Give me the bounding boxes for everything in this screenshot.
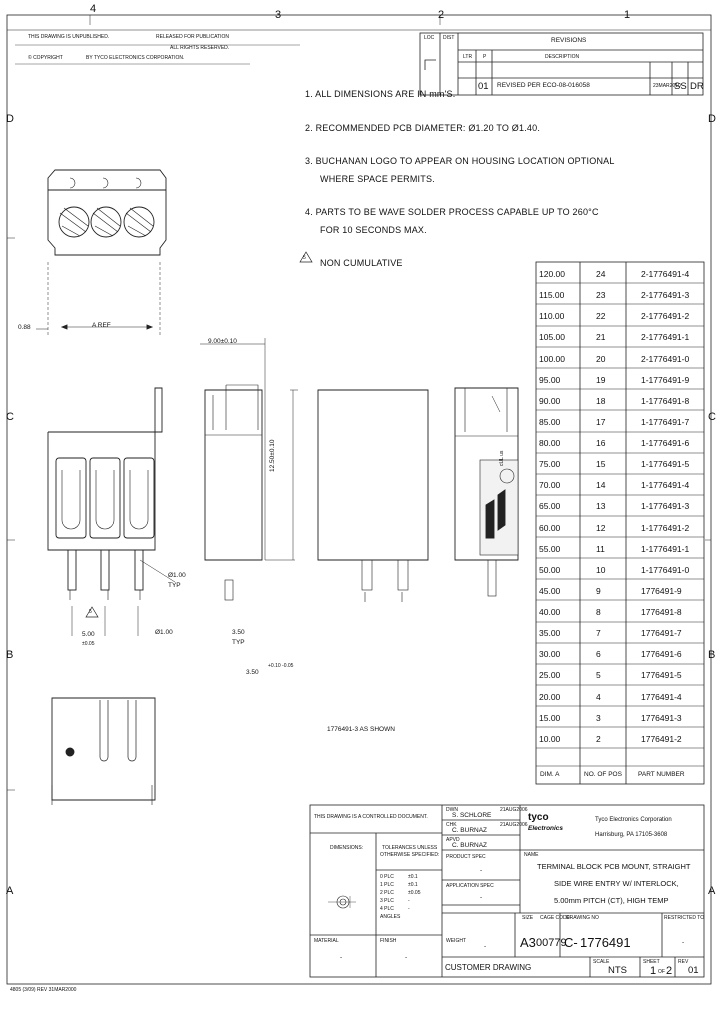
note-3: 3. BUCHANAN LOGO TO APPEAR ON HOUSING LOCATION OPTIONAL: [305, 156, 615, 166]
dim-a-cell: 30.00: [539, 649, 561, 660]
dim-100: Ø1.00: [155, 629, 173, 636]
dim-350: 3.50: [232, 629, 245, 636]
positions-cell: 6: [596, 649, 601, 660]
dim-350c: 3.50: [246, 669, 259, 676]
dim-a-ref: A REF: [92, 322, 111, 329]
as-shown-text: 1776491-3 AS SHOWN: [327, 726, 395, 733]
tol-val-0: ±0.1: [408, 874, 418, 880]
positions-cell: 20: [596, 353, 606, 364]
table-row: [536, 452, 720, 473]
revisions-title: REVISIONS: [551, 37, 587, 44]
logo-bottom: Electronics: [528, 825, 564, 832]
tol-row-1: 1 PLC: [380, 882, 394, 888]
positions-cell: 7: [596, 628, 601, 639]
table-row: [536, 516, 720, 537]
logo-top: tyco: [528, 812, 549, 823]
tol-val-4: -: [408, 906, 410, 912]
customer-drawing: CUSTOMER DRAWING: [445, 963, 532, 972]
tol-row-2: 2 PLC: [380, 890, 394, 896]
zone-right-d: D: [708, 113, 716, 125]
application-spec-value: -: [480, 894, 483, 901]
table-row: [536, 431, 720, 452]
tol-val-1: ±0.1: [408, 882, 418, 888]
product-spec-value: -: [480, 867, 483, 874]
table-row: [536, 579, 720, 600]
part-number-cell: 1776491-4: [641, 691, 682, 702]
dim-a-cell: 40.00: [539, 607, 561, 618]
zone-top-1: 1: [624, 9, 631, 21]
rev-label: REV: [678, 959, 689, 965]
chk-name: C. BURNAZ: [452, 827, 488, 834]
top-view: [36, 170, 166, 336]
tol-val-2: ±0.05: [408, 890, 421, 896]
table-row: [536, 304, 720, 325]
positions-cell: 3: [596, 712, 601, 723]
of-label: OF: [658, 969, 665, 975]
dim-900: 9.00±0.10: [208, 338, 237, 345]
table-row: [536, 473, 720, 494]
positions-cell: 24: [596, 269, 606, 279]
positions-cell: 14: [596, 480, 606, 491]
dim-a-cell: 75.00: [539, 459, 561, 470]
note-4b: FOR 10 SECONDS MAX.: [320, 225, 427, 235]
tol-row-5: ANGLES: [380, 914, 401, 920]
dim-a-cell: 45.00: [539, 585, 561, 596]
zone-right-b: B: [708, 649, 716, 661]
dim-a-cell: 25.00: [539, 670, 561, 681]
note-3b: WHERE SPACE PERMITS.: [320, 174, 435, 184]
dim-500-tol: ±0.05: [82, 641, 95, 647]
name-line-2: SIDE WIRE ENTRY W/ INTERLOCK,: [554, 879, 679, 888]
dim-a-cell: 100.00: [539, 353, 565, 364]
name-label: NAME: [524, 852, 539, 858]
part-number-cell: 1-1776491-5: [641, 459, 690, 470]
table-row: [536, 410, 720, 431]
tol-row-4: 4 PLC: [380, 906, 394, 912]
positions-cell: 12: [596, 522, 606, 533]
dim-a-cell: 65.00: [539, 501, 561, 512]
product-spec-label: PRODUCT SPEC: [446, 854, 486, 860]
zone-left-a: A: [6, 885, 14, 897]
part-number-cell: 2-1776491-1: [641, 332, 690, 343]
sheet-value: 1: [650, 965, 657, 977]
positions-cell: 21: [596, 332, 606, 343]
sheet-label: SHEET: [643, 959, 660, 965]
positions-cell: 4: [596, 691, 601, 702]
table-row: [536, 389, 720, 410]
table-row: [536, 347, 720, 368]
copyright-company: BY TYCO ELECTRONICS CORPORATION.: [86, 55, 185, 61]
finish-value: -: [405, 954, 408, 961]
table-row: [536, 621, 720, 642]
rev-col-p: P: [483, 54, 487, 60]
part-number-cell: 1-1776491-6: [641, 438, 690, 449]
zone-top-3: 3: [275, 9, 282, 21]
part-number-cell: 2-1776491-4: [641, 269, 690, 279]
col-pos: NO. OF POS: [584, 771, 622, 778]
dimensions-label: DIMENSIONS:: [330, 845, 364, 851]
appvd-label: APVD: [446, 837, 460, 843]
chk-label: CHK: [446, 822, 457, 828]
part-number-cell: 1-1776491-0: [641, 564, 690, 575]
note-5: NON CUMULATIVE: [320, 258, 403, 268]
cage-value: 00779: [536, 937, 567, 949]
positions-cell: 9: [596, 585, 601, 596]
dim-a-cell: 50.00: [539, 564, 561, 575]
dim-a-cell: 115.00: [539, 290, 565, 301]
tol-row-3: 3 PLC: [380, 898, 394, 904]
dim-a-cell: 70.00: [539, 480, 561, 491]
note-4: 4. PARTS TO BE WAVE SOLDER PROCESS CAPABLE UP TO 260°C: [305, 207, 599, 217]
unpublished-text: THIS DRAWING IS UNPUBLISHED.: [28, 34, 110, 40]
name-line-3: 5.00mm PITCH (CT), HIGH TEMP: [554, 896, 669, 905]
table-row: [536, 663, 720, 684]
material-label: MATERIAL: [314, 938, 339, 944]
dwn-label: DWN: [446, 807, 458, 813]
positions-cell: 2: [596, 733, 601, 744]
note-1: 1. ALL DIMENSIONS ARE IN mm'S.: [305, 89, 456, 99]
table-row: [536, 368, 720, 389]
name-line-1: TERMINAL BLOCK PCB MOUNT, STRAIGHT: [537, 862, 691, 871]
company-location: Harrisburg, PA 17105-3608: [595, 832, 668, 838]
dim-a-cell: 80.00: [539, 438, 561, 449]
part-number-cell: 2-1776491-2: [641, 311, 690, 322]
part-number-cell: 1-1776491-8: [641, 395, 690, 406]
rev-ltr: 01: [478, 81, 489, 92]
dim-pin: Ø1.00: [168, 572, 186, 579]
dim-a-cell: 110.00: [539, 311, 565, 322]
dim-350-tol: +0.10 -0.05: [268, 663, 294, 669]
table-row: [536, 262, 720, 283]
drawing-no-value: 1776491: [580, 935, 631, 950]
controlled-text: THIS DRAWING IS A CONTROLLED DOCUMENT.: [314, 814, 428, 820]
positions-cell: 5: [596, 670, 601, 681]
part-number-cell: 2-1776491-3: [641, 290, 690, 301]
dim-typ: TYP: [168, 582, 181, 589]
part-number-cell: 1-1776491-7: [641, 416, 690, 427]
front-view: [48, 388, 175, 636]
released-text: RELEASED FOR PUBLICATION: [156, 34, 229, 40]
part-number-cell: 1776491-3: [641, 712, 682, 723]
dim-a-cell: 95.00: [539, 374, 561, 385]
part-number-cell: 1776491-8: [641, 607, 682, 618]
zone-right-c: C: [708, 411, 716, 423]
zone-top-4: 4: [90, 3, 97, 15]
positions-cell: 22: [596, 311, 606, 322]
note-2: 2. RECOMMENDED PCB DIAMETER: Ø1.20 TO Ø1.40.: [305, 123, 541, 133]
drawing-no-prefix: C-: [564, 935, 578, 950]
col-dim-a: DIM. A: [540, 771, 560, 778]
tol-val-3: -: [408, 898, 410, 904]
dim-a-cell: 105.00: [539, 332, 565, 343]
table-row: [536, 642, 720, 663]
rev-col-ltr: LTR: [463, 54, 473, 60]
dim-flag: 5: [89, 609, 92, 615]
material-value: -: [340, 954, 343, 961]
positions-cell: 15: [596, 459, 606, 470]
size-value: A3: [520, 935, 536, 950]
dim-a-cell: 10.00: [539, 733, 561, 744]
zone-left-b: B: [6, 649, 14, 661]
of-value: 2: [666, 965, 673, 977]
rev-desc: REVISED PER ECO-08-016058: [497, 82, 590, 89]
cage-label: CAGE CODE: [540, 915, 571, 921]
side-view-2: [318, 390, 428, 602]
application-spec-label: APPLICATION SPEC: [446, 883, 494, 889]
dim-a-cell: 85.00: [539, 416, 561, 427]
title-block: [310, 805, 704, 977]
finish-label: FINISH: [380, 938, 397, 944]
dwn-name: S. SCHLORE: [452, 812, 492, 819]
rev-value: 01: [688, 965, 699, 976]
restricted-label: RESTRICTED TO: [664, 915, 705, 921]
rev-col-dist: DIST: [443, 35, 455, 41]
positions-cell: 8: [596, 607, 601, 618]
part-number-cell: 1776491-9: [641, 585, 682, 596]
restricted-value: -: [682, 939, 685, 946]
table-row: [536, 727, 720, 748]
dim-a-cell: 35.00: [539, 628, 561, 639]
scale-label: SCALE: [593, 959, 610, 965]
zone-left-c: C: [6, 411, 14, 423]
tol-row-0: 0 PLC: [380, 874, 394, 880]
dwn-date: 21AUG2006: [500, 807, 528, 813]
dim-350-typ: TYP: [232, 639, 245, 646]
note-flag: 5: [303, 255, 306, 261]
weight-value: -: [484, 943, 487, 950]
table-row: [536, 685, 720, 706]
positions-cell: 16: [596, 438, 606, 449]
company-name: Tyco Electronics Corporation: [595, 817, 672, 823]
dim-a-cell: 120.00: [539, 269, 565, 279]
weight-label: WEIGHT: [446, 938, 466, 944]
part-number-cell: 1776491-6: [641, 649, 682, 660]
footer-text: 4805 (3/09) REV 31MAR2000: [10, 987, 77, 993]
positions-cell: 19: [596, 374, 606, 385]
rev-col-desc: DESCRIPTION: [545, 54, 580, 60]
chk-date: 21AUG2006: [500, 822, 528, 828]
appvd-name: C. BURNAZ: [452, 842, 488, 849]
table-row: [536, 537, 720, 558]
side-view-3: [455, 388, 518, 596]
table-row: [536, 558, 720, 579]
table-row: [536, 325, 720, 346]
part-number-cell: 1-1776491-2: [641, 522, 690, 533]
size-label: SIZE: [522, 915, 534, 921]
positions-cell: 18: [596, 395, 606, 406]
part-number-cell: 1-1776491-9: [641, 374, 690, 385]
table-row: [536, 600, 720, 621]
zone-top-2: 2: [438, 9, 445, 21]
zone-right-a: A: [708, 885, 716, 897]
copyright-text: © COPYRIGHT: [28, 55, 63, 61]
rev-dwn: SS: [674, 81, 687, 92]
rev-date: 23MAR2010: [653, 83, 681, 89]
table-row: [536, 706, 720, 727]
dim-a-cell: 60.00: [539, 522, 561, 533]
part-number-cell: 1-1776491-3: [641, 501, 690, 512]
dim-a-cell: 15.00: [539, 712, 561, 723]
dim-500: 5.00: [82, 631, 95, 638]
part-number-cell: 1-1776491-1: [641, 543, 690, 554]
rev-apvd: DR: [690, 81, 704, 92]
part-number-cell: 1776491-2: [641, 733, 682, 744]
dim-a-cell: 20.00: [539, 691, 561, 702]
drawing-no-label: DRAWING NO: [566, 915, 599, 921]
table-row: [536, 283, 720, 304]
positions-cell: 11: [596, 543, 605, 554]
tolerances-label-2: OTHERWISE SPECIFIED:: [380, 852, 440, 858]
rev-col-loc: LOC: [424, 35, 435, 41]
part-number-cell: 1776491-5: [641, 670, 682, 681]
rights-text: ALL RIGHTS RESERVED.: [170, 45, 230, 51]
dim-a-cell: 55.00: [539, 543, 561, 554]
positions-cell: 10: [596, 564, 606, 575]
col-part-number: PART NUMBER: [638, 771, 685, 778]
table-row: [536, 494, 720, 515]
cert-mark: cUL us: [499, 450, 505, 466]
zone-left-d: D: [6, 113, 14, 125]
dim-088: 0.88: [18, 324, 31, 331]
dim-1250: 12.50±0.10: [269, 439, 276, 472]
positions-cell: 23: [596, 290, 606, 301]
side-view-1: [205, 385, 262, 600]
positions-cell: 13: [596, 501, 606, 512]
tolerances-label: TOLERANCES UNLESS: [382, 845, 438, 851]
part-number-cell: 1-1776491-4: [641, 480, 690, 491]
dim-a-cell: 90.00: [539, 395, 561, 406]
positions-cell: 17: [596, 416, 606, 427]
scale-value: NTS: [608, 965, 627, 976]
part-number-cell: 1776491-7: [641, 628, 682, 639]
bottom-side-view: [52, 698, 155, 805]
part-number-cell: 2-1776491-0: [641, 353, 690, 364]
